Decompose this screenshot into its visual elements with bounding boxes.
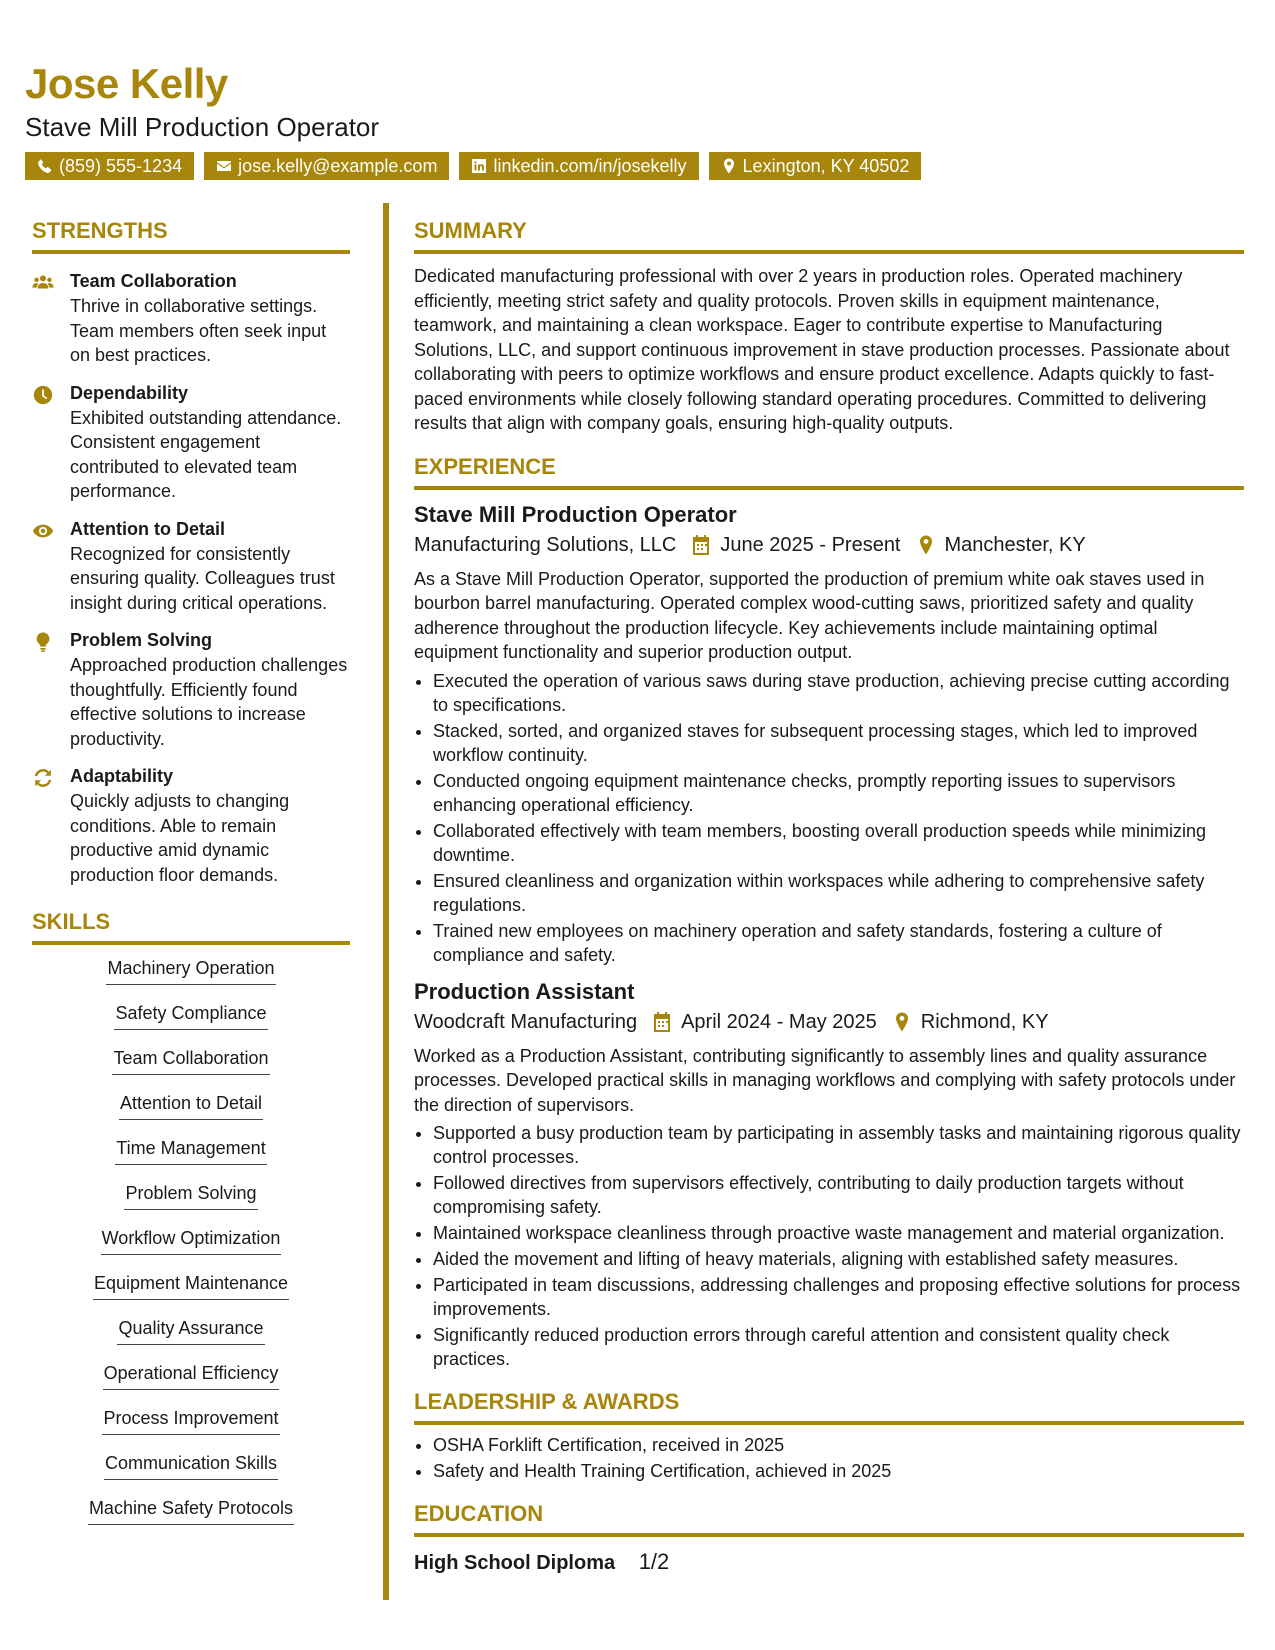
education-degree: High School Diploma (414, 1552, 616, 1574)
skill-label: Communication Skills (104, 1450, 278, 1480)
leadership-item: • OSHA Forklift Certification, received in 2025 (433, 1433, 1244, 1457)
skill-label: Machinery Operation (106, 955, 275, 985)
users-icon (32, 272, 54, 294)
map-pin-icon (893, 1012, 911, 1032)
strength-item (32, 629, 350, 751)
skill-item (32, 1090, 350, 1121)
education-heading: EDUCATION (414, 1501, 1244, 1537)
skill-label: Attention to Detail (119, 1090, 263, 1120)
skill-label: Problem Solving (124, 1180, 257, 1210)
leadership-list (414, 1433, 1244, 1483)
skill-label: Operational Efficiency (103, 1360, 280, 1390)
phone-icon (37, 158, 53, 174)
eye-icon (32, 520, 54, 542)
contact-location (709, 152, 922, 180)
job-bullet: • Executed the operation of various saws during stave production, achieving precise cutting according to specifications. (433, 669, 1244, 717)
contact-email-text: jose.kelly@example.com (238, 156, 438, 176)
skill-item (32, 1495, 350, 1526)
strength-desc: Quickly adjusts to changing conditions. Able to remain productive amid dynamic production floor demands. (70, 791, 290, 885)
strength-title: Team Collaboration (70, 271, 237, 291)
candidate-name: Jose Kelly (25, 60, 228, 107)
skill-item (32, 955, 350, 986)
contact-linkedin[interactable] (459, 152, 698, 180)
experience-section (414, 454, 1244, 1372)
contact-location-text: Lexington, KY 40502 (742, 156, 910, 176)
skill-label: Team Collaboration (112, 1045, 269, 1075)
job-bullet: • Ensured cleanliness and organization within workspaces while adhering to comprehensive safety regulations. (433, 869, 1244, 917)
job-location: Richmond, KY (920, 1010, 1049, 1033)
job-bullet: • Maintained workspace cleanliness through proactive waste management and material organization. (433, 1221, 1244, 1245)
job-title: Stave Mill Production Operator (414, 501, 737, 527)
calendar-icon (653, 1012, 671, 1032)
job-bullet: • Collaborated effectively with team members, boosting overall production speeds while minimizing downtime. (433, 819, 1244, 867)
clock-icon (32, 384, 54, 406)
experience-heading: EXPERIENCE (414, 454, 1244, 490)
map-pin-icon (917, 535, 935, 555)
job-bullet: • Conducted ongoing equipment maintenance checks, promptly reporting issues to supervisors enhancing operational efficiency. (433, 769, 1244, 817)
leadership-item: • Safety and Health Training Certification, achieved in 2025 (433, 1459, 1244, 1483)
job-bullet: • Participated in team discussions, addressing challenges and proposing effective solutions for process improvements. (433, 1273, 1244, 1321)
job-bullet: • Trained new employees on machinery operation and safety standards, fostering a culture of compliance and safety. (433, 919, 1244, 967)
strengths-heading: STRENGTHS (32, 218, 350, 254)
skill-item (32, 1000, 350, 1031)
job-bullets (414, 669, 1244, 967)
contact-bar (25, 152, 921, 180)
job-description: Worked as a Production Assistant, contributing significantly to assembly lines and quality assurance processes. Developed practical skills in managing workflows and complying with safety protocols under the direction of supervisors. (414, 1045, 1236, 1115)
strength-desc: Exhibited outstanding attendance. Consistent engagement contributed to elevated team performance. (70, 407, 342, 501)
job-dates: April 2024 - May 2025 (681, 1010, 877, 1033)
job-location: Manchester, KY (944, 533, 1086, 556)
column-divider (383, 203, 389, 1600)
strength-title: Problem Solving (70, 630, 213, 650)
skill-label: Safety Compliance (114, 1000, 267, 1030)
job-entry (414, 979, 1244, 1372)
skill-item (32, 1225, 350, 1256)
left-column (32, 218, 350, 1540)
map-pin-icon (721, 158, 737, 174)
skill-label: Time Management (115, 1135, 266, 1165)
strength-item (32, 518, 350, 616)
job-bullet: • Supported a busy production team by participating in assembly tasks and maintaining rigorous quality control processes. (433, 1121, 1244, 1169)
job-dates: June 2025 - Present (720, 533, 901, 556)
linkedin-icon (471, 158, 487, 174)
strength-desc: Approached production challenges thoughtfully. Efficiently found effective solutions to increase productivity. (70, 655, 348, 749)
skill-item (32, 1180, 350, 1211)
job-meta (414, 1011, 1244, 1034)
skill-item (32, 1360, 350, 1391)
skill-label: Workflow Optimization (101, 1225, 282, 1255)
strength-item (32, 765, 350, 887)
strength-title: Dependability (70, 382, 189, 403)
summary-text: Dedicated manufacturing professional with over 2 years in production roles. Operated machinery efficiently, meeting strict safety and quality protocols. Proven skills in equipment maintenance, teamwork, and maintaining a clean workspace. Eager to contribute expertise to Manufacturing Solutions, LLC, and support continuous improvement in stave production processes. Passionate about collaborating with peers to optimize workflows and ensure product excellence. Adapts quickly to fast-paced environments while closely following standard operating procedures. Committed to delivering results that align with company goals, ensuring high-quality outputs. (414, 266, 1230, 433)
strength-item (32, 382, 350, 504)
summary-heading: SUMMARY (414, 218, 1244, 254)
job-company: Woodcraft Manufacturing (414, 1010, 638, 1033)
education-entry (414, 1549, 1244, 1575)
strength-desc: Recognized for consistently ensuring quality. Colleagues trust insight during critical operations. (70, 543, 335, 613)
education-section (414, 1501, 1244, 1575)
envelope-icon (216, 158, 232, 174)
job-bullets (414, 1121, 1244, 1371)
candidate-title: Stave Mill Production Operator (25, 112, 380, 142)
job-title: Production Assistant (414, 978, 635, 1004)
strength-item (32, 270, 350, 368)
job-meta (414, 534, 1244, 557)
right-column (414, 218, 1244, 1575)
contact-phone[interactable] (25, 152, 194, 180)
skills-list (32, 955, 350, 1526)
job-entry (414, 502, 1244, 967)
job-bullet: • Followed directives from supervisors effectively, contributing to daily production targets without compromising safety. (433, 1171, 1244, 1219)
job-bullet: • Stacked, sorted, and organized staves for subsequent processing stages, which led to improved workflow continuity. (433, 719, 1244, 767)
job-bullet: • Aided the movement and lifting of heavy materials, aligning with established safety measures. (433, 1247, 1244, 1271)
skill-item (32, 1270, 350, 1301)
lightbulb-icon (32, 631, 54, 653)
contact-phone-text: (859) 555-1234 (59, 156, 183, 176)
skill-label: Quality Assurance (117, 1315, 264, 1345)
job-bullet: • Significantly reduced production errors through careful attention and consistent quality check practices. (433, 1323, 1244, 1371)
skill-item (32, 1450, 350, 1481)
skill-label: Machine Safety Protocols (88, 1495, 294, 1525)
skills-heading: SKILLS (32, 909, 350, 945)
skill-item (32, 1045, 350, 1076)
contact-linkedin-text: linkedin.com/in/josekelly (493, 156, 687, 176)
skill-item (32, 1135, 350, 1166)
job-description: As a Stave Mill Production Operator, supported the production of premium white oak staves used in bourbon barrel manufacturing. Operated complex wood-cutting saws, prioritized safety and quality adherence throughout the production lifecycle. Key achievements include maintaining optimal equipment functionality and superior production output. (414, 568, 1205, 662)
skill-label: Equipment Maintenance (93, 1270, 289, 1300)
contact-email[interactable] (204, 152, 449, 180)
leadership-section (414, 1389, 1244, 1483)
strength-desc: Thrive in collaborative settings. Team members often seek input on best practices. (70, 296, 327, 365)
leadership-heading: LEADERSHIP & AWARDS (414, 1389, 1244, 1425)
refresh-icon (32, 767, 54, 789)
calendar-icon (692, 535, 710, 555)
job-company: Manufacturing Solutions, LLC (414, 533, 677, 556)
skill-item (32, 1315, 350, 1346)
page-number: 1/2 (638, 1549, 670, 1574)
strength-title: Attention to Detail (70, 518, 225, 539)
skill-item (32, 1405, 350, 1436)
strength-title: Adaptability (70, 766, 174, 786)
skills-section (32, 909, 350, 1526)
skill-label: Process Improvement (102, 1405, 279, 1435)
